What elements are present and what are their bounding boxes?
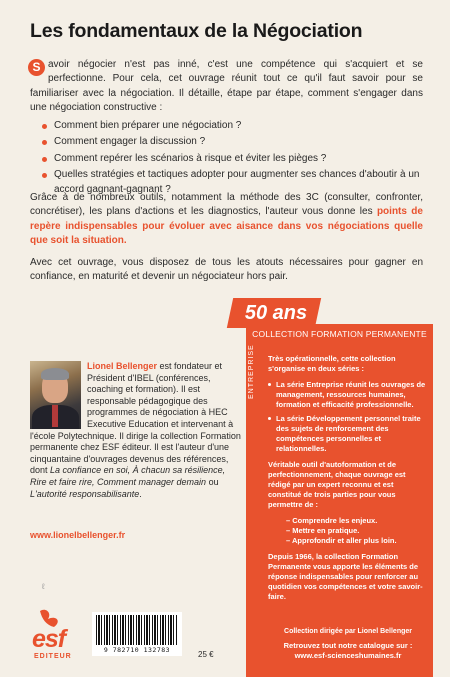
list-item: La série Développement personnel traite des sujets de renforcement des compétences personnelles et relationnelles. [268, 414, 428, 454]
list-item: Quelles stratégies et tactiques adopter pour augmenter ses chances d'aboutir à un accord gagnant-gagnant ? [40, 168, 423, 197]
barcode-bars [96, 615, 178, 645]
anniversary-badge: 50 ans [244, 302, 308, 324]
author-website: www.lionelbellenger.fr [30, 530, 126, 540]
author-bio [30, 361, 244, 500]
panel-tool-text: Véritable outil d'autoformation et de perfectionnement, chaque ouvrage est rédigé par un expert reconnu et est constitué de trois parties pour vous permettre de : [268, 460, 406, 509]
intro-paragraph [30, 58, 423, 116]
barcode [92, 612, 182, 656]
dropcap: S [28, 59, 45, 76]
series-list [268, 380, 428, 454]
list-item: Comment repérer les scénarios à risque et éviter les pièges ? [40, 152, 423, 166]
author-name: Lionel Bellenger [87, 361, 158, 371]
closing-paragraph: Avec cet ouvrage, vous disposez de tous les atouts nécessaires pour gagner en confiance, en maturité et devenir un négociateur hors pair. [30, 257, 423, 283]
list-item: – Approfondir et aller plus loin. [286, 536, 428, 546]
author-books: La confiance en soi, À chacun sa résilience, Rire et faire rire, Comment manager demain [30, 465, 226, 487]
steps-list [268, 516, 428, 546]
author-last-book: L'autorité responsabilisante [30, 488, 140, 499]
panel-footer [268, 627, 428, 661]
series-vertical-label: ENTREPRISE [248, 344, 255, 399]
pencil-mark: ℓ [42, 582, 45, 591]
list-item: – Mettre en pratique. [286, 526, 428, 536]
tools-highlight: points de repère indispensables pour évoluer avec aisance dans vos négociations quelle que soit la situation. [30, 206, 423, 247]
intro-text: avoir négocier n'est pas inné, c'est une compétence qui s'acquiert et se perfectionne. Pour cela, cet ouvrage réunit tout ce qu'il faut savoir pour se familiariser avec la négociation. Il détaille, étape par étape, comment s'engager dans une négociation constructive : [30, 59, 423, 114]
publisher-logo: esf [32, 625, 66, 653]
tools-paragraph [30, 191, 423, 249]
author-bio-end: . [139, 488, 142, 499]
book-title: Les fondamentaux de la Négociation [30, 20, 363, 42]
question-list [40, 119, 423, 199]
price: 25 € [198, 650, 214, 659]
list-item: Comment engager la discussion ? [40, 135, 423, 149]
list-item: – Comprendre les enjeux. [286, 516, 428, 526]
catalog-url: www.esf-scienceshumaines.fr [294, 651, 402, 660]
panel-since: Depuis 1966, la collection Formation Permanente vous apporte les éléments de réponse indispensables pour renforcer au quotidien vos compétences et votre savoir-faire. [268, 552, 423, 601]
collection-title: COLLECTION FORMATION PERMANENTE [246, 324, 433, 344]
panel-intro: Très opérationnelle, cette collection s'organise en deux séries : [268, 354, 396, 373]
list-item: La série Entreprise réunit les ouvrages de management, ressources humaines, formation et efficacité professionnelle. [268, 380, 428, 410]
isbn-number: 9 782710 132783 [103, 646, 171, 654]
author-bio-mid: ou [206, 476, 219, 487]
list-item: Comment bien préparer une négociation ? [40, 119, 423, 133]
collection-description [268, 354, 428, 608]
collection-director: Collection dirigée par Lionel Bellenger [284, 628, 412, 635]
catalog-label: Retrouvez tout notre catalogue sur : [283, 641, 413, 650]
tools-text: Grâce à de nombreux outils, notamment la méthode des 3C (consulter, confronter, concrétiser), les plans d'actions et les diagnostics, l'auteur vous donne les [30, 192, 423, 218]
publisher-sub: EDITEUR [34, 653, 72, 660]
author-bio-text: est fondateur et Président d'IBEL (conférences, coaching et formation). Il est responsable pédagogique des programmes de négociation à HEC Executive Education et intervenant à l'école Polytechnique. Il dirige la collection Formation permanente chez ESF éditeur. Il est l'auteur d'une cinquantaine d'ouvrages devenus des références, dont [30, 361, 241, 476]
